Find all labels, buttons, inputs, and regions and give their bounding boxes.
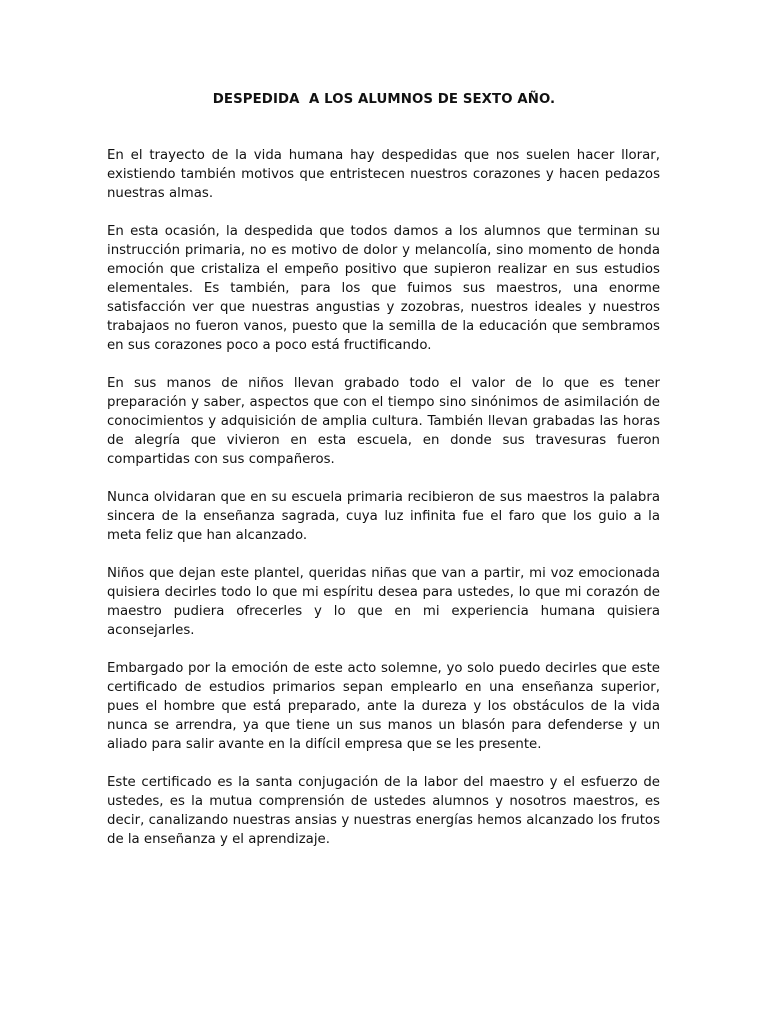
document-body <box>107 146 660 868</box>
paragraph-5: Niños que dejan este plantel, queridas niñas que van a partir, mi voz emocionada quisiera decirles todo lo que mi espíritu desea para ustedes, lo que mi corazón de maestro pudiera ofrecerles y lo que en mi experiencia humana quisiera aconsejarles. <box>107 566 660 638</box>
paragraph-4: Nunca olvidaran que en su escuela primaria recibieron de sus maestros la palabra sincera de la enseñanza sagrada, cuya luz infinita fue el faro que los guio a la meta feliz que han alcanzado. <box>107 490 660 543</box>
paragraph-1: En el trayecto de la vida humana hay despedidas que nos suelen hacer llorar, existiendo también motivos que entristecen nuestros corazones y hacen pedazos nuestras almas. <box>107 148 660 201</box>
paragraph-2: En esta ocasión, la despedida que todos damos a los alumnos que terminan su instrucción primaria, no es motivo de dolor y melancolía, sino momento de honda emoción que cristaliza el empeño positivo que supieron realizar en sus estudios elementales. Es también, para los que fuimos sus maestros, una enorme satisfacción ver que nuestras angustias y zozobras, nuestros ideales y nuestros trabajaos no fueron vanos, puesto que la semilla de la educación que sembramos en sus corazones poco a poco está fructificando. <box>107 224 660 353</box>
document-title: DESPEDIDA A LOS ALUMNOS DE SEXTO AÑO. <box>212 92 556 107</box>
paragraph-6: Embargado por la emoción de este acto solemne, yo solo puedo decirles que este certificado de estudios primarios sepan emplearlo en una enseñanza superior, pues el hombre que está preparado, ante la dureza y los obstáculos de la vida nunca se arrendra, ya que tiene un sus manos un blasón para defenderse y un aliado para salir avante en la difícil empresa que se les presente. <box>107 661 660 752</box>
paragraph-7: Este certificado es la santa conjugación de la labor del maestro y el esfuerzo de ustedes, es la mutua comprensión de ustedes alumnos y nosotros maestros, es decir, canalizando nuestras ansias y nuestras energías hemos alcanzado los frutos de la enseñanza y el aprendizaje. <box>107 775 660 847</box>
paragraph-3: En sus manos de niños llevan grabado todo el valor de lo que es tener preparación y saber, aspectos que con el tiempo sino sinónimos de asimilación de conocimientos y adquisición de amplia cultura. También llevan grabadas las horas de alegría que vivieron en esta escuela, en donde sus travesuras fueron compartidas con sus compañeros. <box>107 376 660 467</box>
